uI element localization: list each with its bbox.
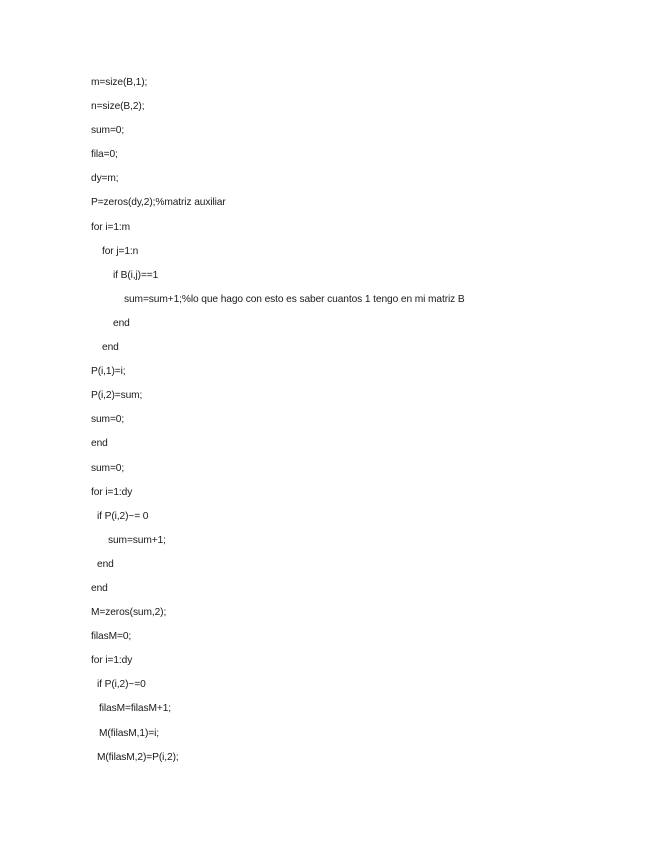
code-line: m=size(B,1); [91,77,148,88]
code-line: for i=1:m [91,221,131,233]
code-line: end [97,558,114,570]
code-line: end [102,342,119,354]
code-line: for j=1:n [102,245,139,257]
code-line: filasM=0; [91,631,132,643]
code-line: sum=sum+1; [108,534,166,546]
code-line: sum=0; [91,125,125,137]
code-line: M(filasM,2)=P(i,2); [97,751,179,763]
code-line: sum=0; [91,462,125,474]
code-line: M(filasM,1)=i; [99,727,160,739]
code-line: end [113,317,130,329]
code-line: M=zeros(sum,2); [91,607,167,619]
code-line: P(i,1)=i; [91,366,126,378]
code-line: fila=0; [91,149,118,161]
code-line: if P(i,2)~= 0 [97,510,149,522]
code-line: end [91,582,108,594]
code-line: P=zeros(dy,2);%matriz auxiliar [91,197,226,209]
code-line: if B(i,j)==1 [113,269,159,281]
code-block [91,76,465,775]
code-line: if P(i,2)~=0 [97,679,146,691]
code-line: sum=0; [91,414,125,426]
code-line: n=size(B,2); [91,101,145,113]
code-line: filasM=filasM+1; [99,703,172,715]
code-line: sum=sum+1;%lo que hago con esto es saber cuantos 1 tengo en mi matriz B [124,293,465,305]
code-line: dy=m; [91,173,119,185]
code-line: for i=1:dy [91,655,133,667]
code-line: end [91,438,108,450]
code-line: for i=1:dy [91,486,133,498]
code-line: P(i,2)=sum; [91,390,143,402]
